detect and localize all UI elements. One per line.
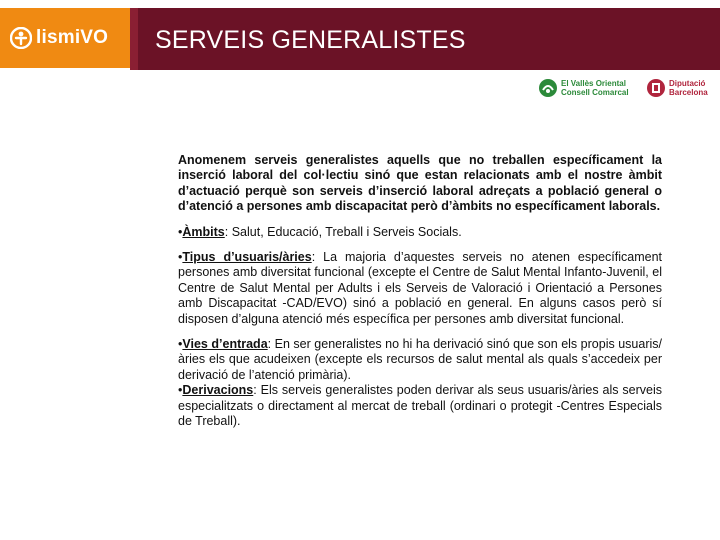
header [0,0,720,72]
vies-label: Vies d’entrada [182,337,268,352]
lismivo-logo[interactable] [0,8,130,68]
tipus-paragraph [178,250,662,327]
bullet: • [178,383,183,398]
diputacio-logo [646,76,708,100]
bullet: • [178,337,183,352]
title-bar [130,8,720,70]
intro-paragraph: Anomenem serveis generalistes aquells que no treballen específicament la inserció laboral del col·lectiu sinó que estan relacionats amb el nostre àmbit d’actuació perquè son serveis d’inserció laboral adreçats a població general o d’atenció a persones amb discapacitat però d’àmbits no específicament laborals. [178,153,662,214]
tipus-label: Tipus d’usuaris/àries [182,250,312,265]
derivacions-paragraph [178,383,662,429]
title-accent [130,8,138,70]
derivacions-label: Derivacions [182,383,254,398]
valles-oriental-logo [538,76,629,100]
ambits-label: Àmbits [182,224,225,239]
logo-text: lismiVO [36,27,109,48]
bullet: • [178,224,183,239]
diputacio-emblem-icon [646,78,666,98]
valles-line2: Consell Comarcal [561,88,629,97]
diputacio-line1: Diputació [669,79,706,88]
valles-line1: El Vallès Oriental [561,79,626,88]
logo-person-icon [10,27,32,49]
vies-text: : En ser generalistes no hi ha derivació sinó que son els propis usuaris/àries els que acudeixen (excepte els recursos de salut mental als quals s’accedeix per derivació de l’atenció primària). [178,337,662,382]
valles-emblem-icon [538,78,558,98]
ambits-paragraph [178,225,662,240]
page-title: SERVEIS GENERALISTES [155,26,466,54]
diputacio-line2: Barcelona [669,88,708,97]
vies-paragraph [178,337,662,383]
tipus-text: : La majoria d’aquestes serveis no atenen específicament persones amb diversitat funcional (excepte el Centre de Salut Mental Infanto-Juvenil, el Centre de Salut Mental per Adults i els Serveis de Valoració i Orientació a Persones amb Discapacitat -CAD/EVO) sinó a població en general. En alguns casos però sí disposen d’alguna atenció més específica per persones amb diversitat funcional. [178,250,662,326]
bullet: • [178,250,183,265]
ambits-text: : Salut, Educació, Treball i Serveis Socials. [224,224,462,239]
content-body [178,153,662,440]
derivacions-text: : Els serveis generalistes poden derivar als seus usuaris/àries als serveis especialitzats o directament al mercat de treball (ordinari o protegit -Centres Especials de Treball). [178,383,662,429]
